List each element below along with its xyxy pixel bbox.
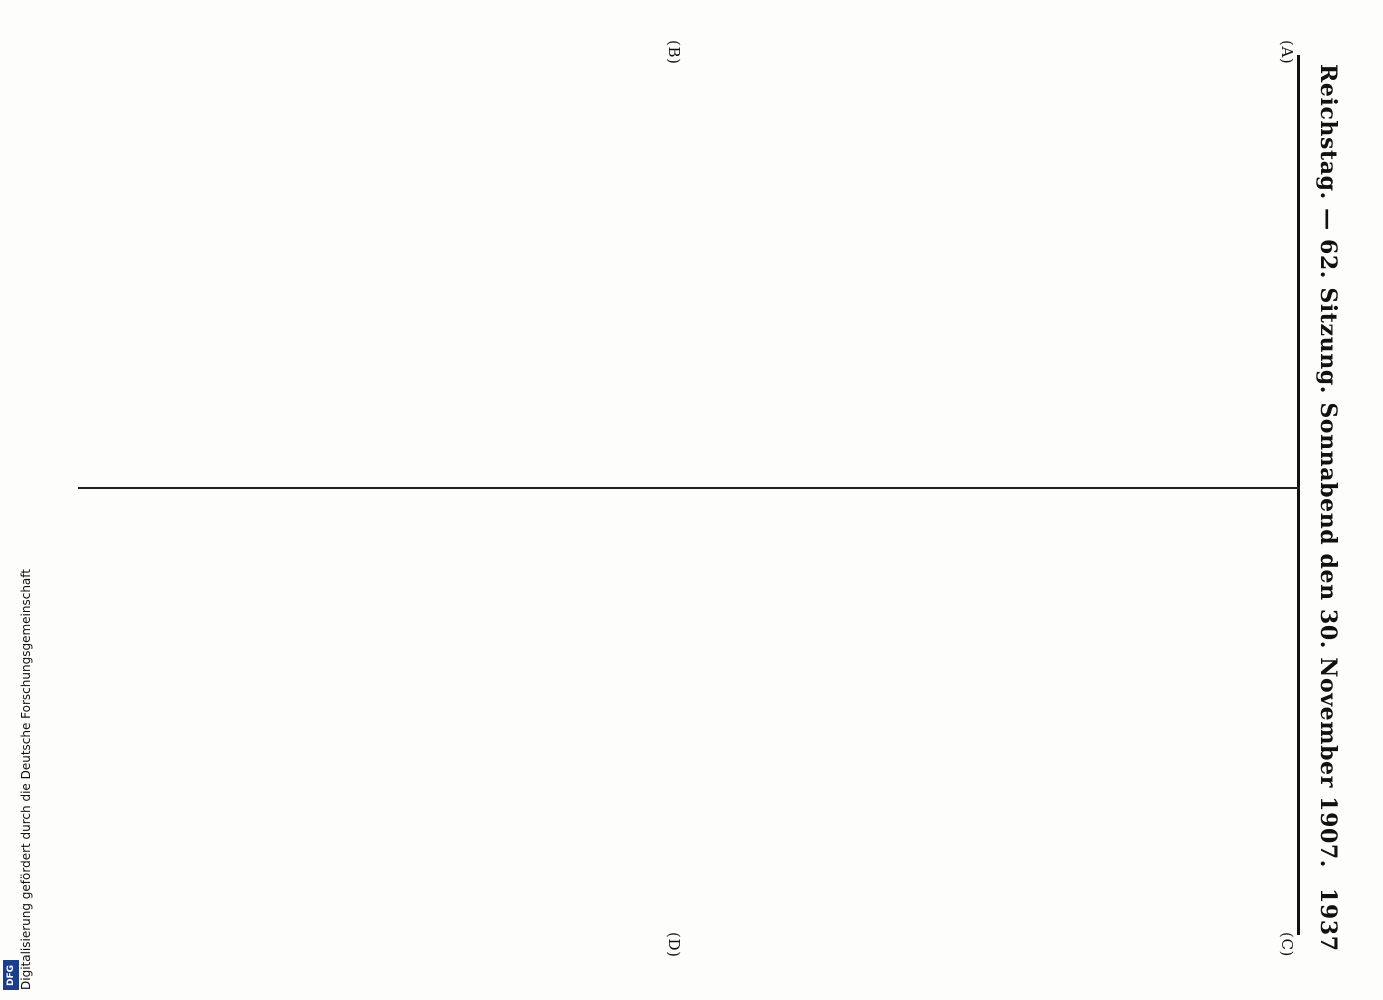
digitization-note: Digitalisierung gefördert durch die Deutsche Forschungsgemeinschaft	[19, 568, 33, 990]
margin-mark-b: (B)	[665, 40, 683, 65]
page-header-title: Reichstag. — 62. Sitzung. Sonnabend den 30. November 1907.	[1315, 64, 1341, 869]
margin-mark-d: (D)	[665, 932, 683, 958]
upper-column-region	[82, 62, 1292, 482]
dfg-logo: DFG	[3, 960, 19, 990]
margin-mark-c: (C)	[1278, 932, 1296, 957]
lower-column-region	[82, 492, 1292, 932]
page-number: 1937	[1315, 888, 1341, 952]
column-divider	[78, 487, 1300, 489]
margin-mark-a: (A)	[1278, 40, 1296, 65]
header-rule	[1297, 55, 1300, 935]
